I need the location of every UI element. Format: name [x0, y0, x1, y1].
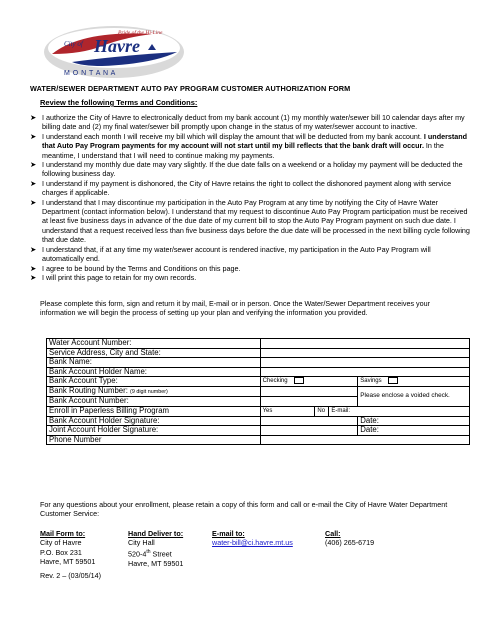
terms-list	[30, 113, 470, 282]
logo-montana: M O N T A N A	[64, 70, 116, 77]
holder-name-field[interactable]	[260, 367, 469, 377]
term-item: ➤ I will print this page to retain for my own records.	[30, 272, 197, 282]
arrow-bullet-icon: ➤	[30, 160, 37, 170]
phone-number: (406) 265-6719	[325, 538, 375, 548]
form-row	[47, 426, 470, 436]
city-of-havre-logo	[42, 24, 187, 82]
term-item: ➤ I authorize the City of Havre to electronically deduct from my bank account (1) my monthly water/sewer bill 10 calendar days after my billing date and (2) my final water/sewer bill promptly upon change in the status of my water/sewer account to inactive.	[30, 113, 465, 132]
term-item: ➤ I understand each month I will receive my bill which will display the amount that will be deducted from my bank account. I understand that Auto Pay Program payments for my account will not start until my bill reflects that the bank draft will occur. In the meantime, I understand that I will need to continue making my payments.	[30, 131, 468, 160]
checking-checkbox[interactable]	[294, 377, 304, 384]
water-account-label: Water Account Number:	[47, 339, 261, 349]
mail-heading: Mail Form to:	[40, 529, 86, 538]
term-item: ➤ I understand that I may discontinue my participation in the Auto Pay Program at any time by notifying the City of Havre Water Department (contact information below). I understand that my request to discontinue Auto Pay Program participation must be received at least five business days in advance of the due date of my current bill to stop the Auto Pay Program payment on such due date. I understand that a request received less than five business days before the due date will be processed in the next billing cycle following that due date.	[30, 197, 470, 245]
form-row	[47, 406, 470, 416]
paperless-yes-option[interactable]: Yes	[260, 406, 315, 416]
holder-signature-field[interactable]	[260, 416, 358, 426]
term-item: ➤ I understand if my payment is dishonored, the City of Havre retains the right to collect the dishonored payment along with service charges if applicable.	[30, 178, 452, 198]
form-row	[47, 367, 470, 377]
account-number-label: Bank Account Number:	[47, 397, 261, 407]
voided-check-note: Please enclose a voided check.	[358, 386, 470, 406]
account-type-label: Bank Account Type:	[47, 377, 261, 387]
authorization-form-table	[46, 338, 470, 445]
paperless-no-option[interactable]: No	[315, 406, 329, 416]
hand-line: 520-4th Street	[128, 548, 172, 559]
joint-signature-label: Joint Account Holder Signature:	[47, 426, 261, 436]
account-number-field[interactable]	[260, 397, 358, 407]
holder-name-label: Bank Account Holder Name:	[47, 367, 261, 377]
routing-note: (9 digit number)	[130, 388, 168, 395]
arrow-bullet-icon: ➤	[30, 178, 37, 188]
service-address-field[interactable]	[260, 348, 469, 358]
form-row	[47, 416, 470, 426]
arrow-bullet-icon: ➤	[30, 272, 37, 282]
routing-field[interactable]	[260, 386, 358, 396]
service-address-label: Service Address, City and State:	[47, 348, 261, 358]
hand-deliver-contact	[128, 529, 183, 568]
water-account-field[interactable]	[260, 339, 469, 349]
review-heading: Review the following Terms and Conditions:	[40, 98, 198, 107]
mail-line: City of Havre	[40, 538, 82, 548]
revision-note: Rev. 2 – (03/05/14)	[40, 571, 101, 580]
checking-option[interactable]: Checking	[260, 377, 358, 387]
holder-date-field[interactable]: Date:	[358, 416, 470, 426]
arrow-bullet-icon: ➤	[30, 131, 37, 141]
form-title: WATER/SEWER DEPARTMENT AUTO PAY PROGRAM CUSTOMER AUTHORIZATION FORM	[30, 84, 351, 93]
email-heading: E-mail to:	[212, 529, 245, 538]
paperless-email-field[interactable]: E-mail:	[329, 406, 470, 416]
bank-name-field[interactable]	[260, 358, 469, 368]
mail-contact	[40, 529, 95, 567]
hand-line: City Hall	[128, 538, 155, 548]
term-item: ➤ I understand that, if at any time my water/sewer account is rendered inactive, my participation in the Auto Pay Program will automatically end.	[30, 244, 431, 264]
form-row	[47, 435, 470, 445]
mail-line: P.O. Box 231	[40, 547, 82, 557]
joint-date-field[interactable]: Date:	[358, 426, 470, 436]
logo-havre: Havre	[94, 36, 140, 56]
joint-signature-field[interactable]	[260, 426, 358, 436]
paperless-label: Enroll in Paperless Billing Program	[47, 406, 261, 416]
footer-paragraph: For any questions about your enrollment, please retain a copy of this form and call or e-mail the City of Havre Water Department Customer Service:	[40, 500, 448, 519]
arrow-bullet-icon: ➤	[30, 244, 37, 254]
term-item: ➤ I agree to be bound by the Terms and Conditions on this page.	[30, 263, 241, 273]
intro-paragraph: Please complete this form, sign and return it by mail, E-mail or in person. Once the Water/Sewer Department receives your information we will begin the process of setting up your plan and verifying the information you provided.	[40, 299, 431, 318]
bank-name-label: Bank Name:	[47, 358, 261, 368]
savings-checkbox[interactable]	[388, 377, 398, 384]
form-row	[47, 386, 470, 396]
email-contact	[212, 529, 293, 548]
form-row	[47, 358, 470, 368]
arrow-bullet-icon: ➤	[30, 263, 37, 273]
phone-field[interactable]	[260, 435, 469, 445]
logo-city-of: City of	[64, 40, 83, 48]
form-row	[47, 339, 470, 349]
routing-label: Bank Routing Number: (9 digit number)	[47, 386, 261, 396]
savings-option[interactable]: Savings	[358, 377, 470, 387]
mail-line: Havre, MT 59501	[40, 557, 96, 567]
call-heading: Call:	[325, 529, 341, 538]
logo-tagline: Pride of the Hi-Line	[118, 30, 163, 36]
hand-heading: Hand Deliver to:	[128, 529, 184, 538]
phone-label: Phone Number	[47, 435, 261, 445]
holder-signature-label: Bank Account Holder Signature:	[47, 416, 261, 426]
form-row	[47, 348, 470, 358]
hand-line: Havre, MT 59501	[128, 558, 184, 568]
call-contact	[325, 529, 374, 548]
term-item: ➤ I understand my monthly due date may vary slightly. If the due date falls on a weekend or a holiday my payment will be deducted the following business day.	[30, 160, 463, 179]
arrow-bullet-icon: ➤	[30, 113, 37, 122]
email-link[interactable]: water-bill@ci.havre.mt.us	[212, 538, 293, 548]
arrow-bullet-icon: ➤	[30, 197, 37, 207]
